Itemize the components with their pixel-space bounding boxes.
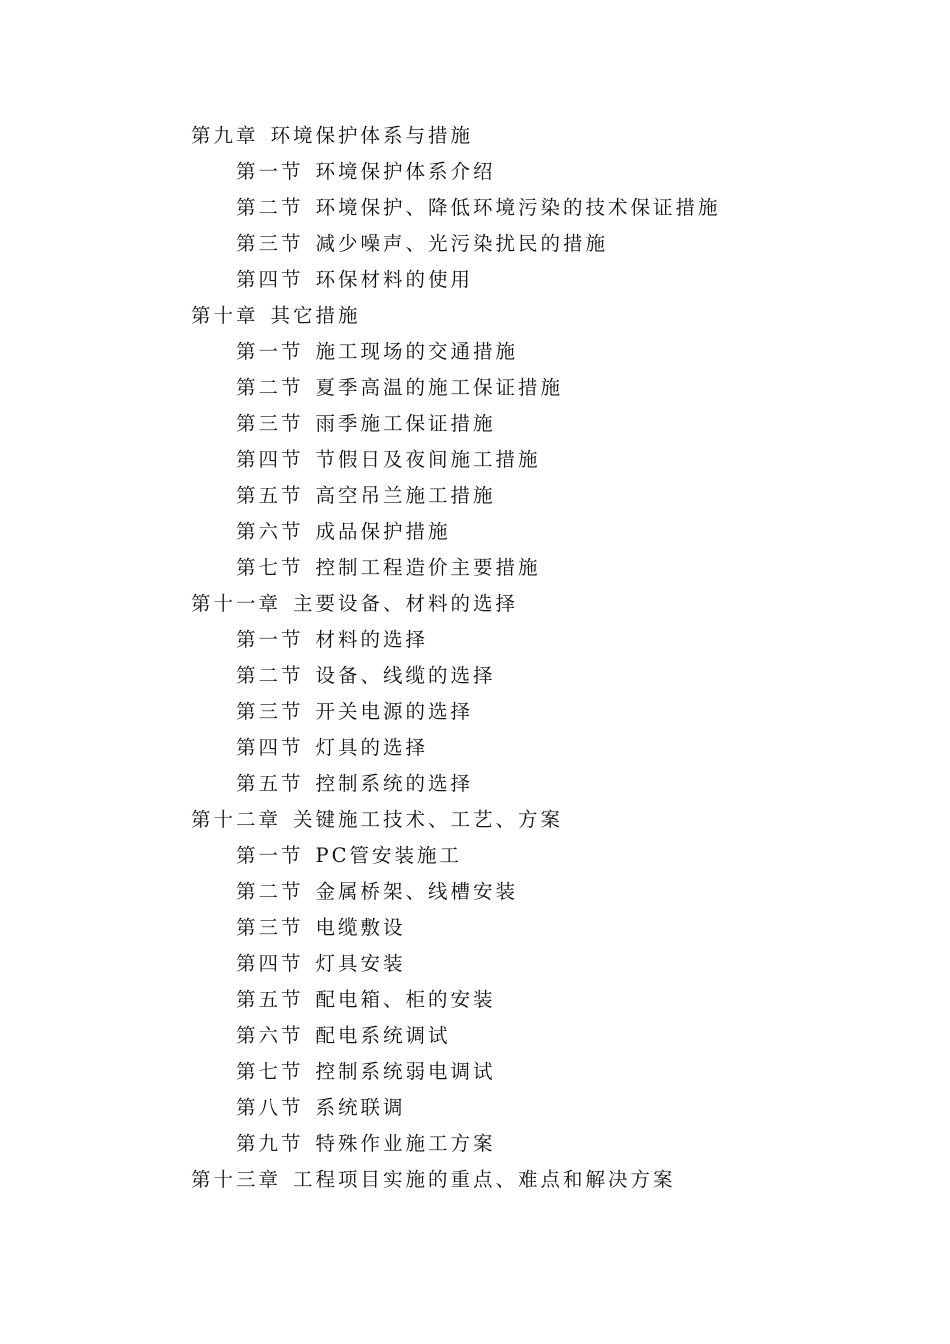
toc-chapter-line xyxy=(0,1162,950,1198)
chapter-title: 工程项目实施的重点、难点和解决方案 xyxy=(293,1168,676,1191)
section-title: 环境保护体系介绍 xyxy=(315,160,496,183)
toc-chapter-line xyxy=(0,586,950,622)
toc-section-line xyxy=(0,946,950,982)
toc-section-line xyxy=(0,478,950,514)
toc-section-line xyxy=(0,982,950,1018)
section-number: 第三节 xyxy=(236,700,304,723)
section-number: 第一节 xyxy=(236,340,304,363)
section-title: 系统联调 xyxy=(315,1096,406,1119)
section-number: 第四节 xyxy=(236,736,304,759)
section-number: 第五节 xyxy=(236,772,304,795)
toc-section-line xyxy=(0,226,950,262)
chapter-number: 第十一章 xyxy=(191,592,282,615)
section-title: 施工现场的交通措施 xyxy=(315,340,519,363)
section-number: 第八节 xyxy=(236,1096,304,1119)
section-number: 第一节 xyxy=(236,160,304,183)
section-number: 第五节 xyxy=(236,484,304,507)
section-number: 第七节 xyxy=(236,556,304,579)
section-number: 第四节 xyxy=(236,448,304,471)
section-number: 第二节 xyxy=(236,880,304,903)
section-title: 灯具的选择 xyxy=(315,736,429,759)
toc-chapter-line xyxy=(0,118,950,154)
section-number: 第六节 xyxy=(236,520,304,543)
toc-chapter-line xyxy=(0,298,950,334)
section-number: 第一节 xyxy=(236,628,304,651)
section-number: 第二节 xyxy=(236,664,304,687)
toc-section-line xyxy=(0,442,950,478)
toc-section-line xyxy=(0,370,950,406)
section-title: 设备、线缆的选择 xyxy=(315,664,496,687)
section-number: 第二节 xyxy=(236,376,304,399)
section-title: 环保材料的使用 xyxy=(315,268,474,291)
section-title: 材料的选择 xyxy=(315,628,429,651)
section-title: 高空吊兰施工措施 xyxy=(315,484,496,507)
chapter-number: 第十二章 xyxy=(191,808,282,831)
toc-section-line xyxy=(0,406,950,442)
table-of-contents xyxy=(0,118,950,1198)
section-title: 控制系统弱电调试 xyxy=(315,1060,496,1083)
chapter-title: 环境保护体系与措施 xyxy=(270,124,474,147)
toc-section-line xyxy=(0,262,950,298)
section-title: 节假日及夜间施工措施 xyxy=(315,448,541,471)
section-title: 金属桥架、线槽安装 xyxy=(315,880,519,903)
toc-section-line xyxy=(0,1126,950,1162)
toc-section-line xyxy=(0,910,950,946)
toc-chapter-line xyxy=(0,802,950,838)
chapter-number: 第十章 xyxy=(191,304,259,327)
toc-section-line xyxy=(0,1054,950,1090)
chapter-title: 其它措施 xyxy=(270,304,361,327)
toc-section-line xyxy=(0,658,950,694)
toc-section-line xyxy=(0,1090,950,1126)
toc-section-line xyxy=(0,154,950,190)
section-title: 成品保护措施 xyxy=(315,520,451,543)
toc-section-line xyxy=(0,514,950,550)
section-title: 配电箱、柜的安装 xyxy=(315,988,496,1011)
toc-section-line xyxy=(0,694,950,730)
chapter-title: 主要设备、材料的选择 xyxy=(293,592,519,615)
chapter-number: 第十三章 xyxy=(191,1168,282,1191)
section-title: 夏季高温的施工保证措施 xyxy=(315,376,564,399)
section-number: 第二节 xyxy=(236,196,304,219)
section-number: 第九节 xyxy=(236,1132,304,1155)
toc-section-line xyxy=(0,766,950,802)
chapter-title: 关键施工技术、工艺、方案 xyxy=(293,808,564,831)
section-title: 电缆敷设 xyxy=(315,916,406,939)
section-title: 雨季施工保证措施 xyxy=(315,412,496,435)
section-number: 第三节 xyxy=(236,916,304,939)
section-number: 第一节 xyxy=(236,844,304,867)
toc-section-line xyxy=(0,622,950,658)
section-number: 第四节 xyxy=(236,268,304,291)
section-title: 环境保护、降低环境污染的技术保证措施 xyxy=(315,196,721,219)
section-number: 第七节 xyxy=(236,1060,304,1083)
section-title: 灯具安装 xyxy=(315,952,406,975)
toc-section-line xyxy=(0,1018,950,1054)
section-number: 第三节 xyxy=(236,232,304,255)
section-number: 第四节 xyxy=(236,952,304,975)
chapter-number: 第九章 xyxy=(191,124,259,147)
toc-section-line xyxy=(0,838,950,874)
section-title: 控制工程造价主要措施 xyxy=(315,556,541,579)
section-title: 减少噪声、光污染扰民的措施 xyxy=(315,232,609,255)
section-number: 第六节 xyxy=(236,1024,304,1047)
toc-section-line xyxy=(0,730,950,766)
section-title: 控制系统的选择 xyxy=(315,772,474,795)
section-title: 特殊作业施工方案 xyxy=(315,1132,496,1155)
section-title: 开关电源的选择 xyxy=(315,700,474,723)
toc-section-line xyxy=(0,550,950,586)
toc-section-line xyxy=(0,334,950,370)
section-title: 配电系统调试 xyxy=(315,1024,451,1047)
section-number: 第三节 xyxy=(236,412,304,435)
toc-section-line xyxy=(0,874,950,910)
section-title: PC管安装施工 xyxy=(315,844,463,867)
toc-section-line xyxy=(0,190,950,226)
section-number: 第五节 xyxy=(236,988,304,1011)
